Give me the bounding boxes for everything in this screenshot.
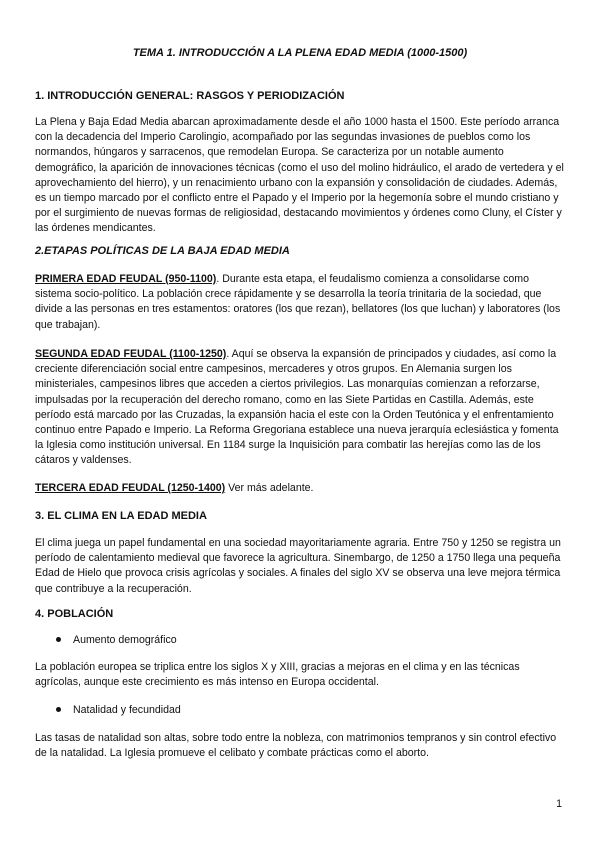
period-2-text: . Aquí se observa la expansión de principados y ciudades, así como la creciente diferenciación social entre campesinos, mercaderes y otros grupos. En Alemania surgen los ministeriales, campesinos libres que acceden a ciertos privilegios. Las monarquías comienzan a reforzarse, impulsadas por la recuperación del derecho romano, como en las Siete Partidas en Castilla. Además, este período está marcado por las Cruzadas, la expansión hacia el este con la Orden Teutónica y el enfrentamiento continuo entre Papado e Imperio. La Reforma Gregoriana establece una nueva jerarquía eclesiástica y fomenta la Iglesia como institución universal. En 1184 surge la Inquisición para combatir las herejías como las de los cátaros y valdenses. [35,348,559,467]
section-2-paragraph-3 [35,481,565,496]
section-2-paragraph-1 [35,272,565,333]
section-4-paragraph-1: La población europea se triplica entre los siglos X y XIII, gracias a mejoras en el clima y en las técnicas agrícolas, aunque este crecimiento es más intenso en Europa occidental. [35,661,520,689]
bullet-dot-icon [56,637,61,642]
bullet-dot-icon [56,707,61,712]
bullet-label-1: Aumento demográfico [73,634,177,646]
bullet-item [56,704,181,716]
section-2-heading: 2.ETAPAS POLÍTICAS DE LA BAJA EDAD MEDIA [35,245,290,257]
period-1-title: PRIMERA EDAD FEUDAL (950-1100) [35,273,217,285]
page-number: 1 [556,798,562,810]
section-4-heading: 4. POBLACIÓN [35,608,114,620]
bullet-label-2: Natalidad y fecundidad [73,704,181,716]
section-1-heading: 1. INTRODUCCIÓN GENERAL: RASGOS Y PERIODIZACIÓN [35,90,345,102]
bullet-item [56,634,177,646]
section-1-paragraph: La Plena y Baja Edad Media abarcan aproximadamente desde el año 1000 hasta el 1500. Este período arranca con la decadencia del Imperio Carolingio, acompañado por las segundas invasiones de pueblos como los normandos, húngaros y sarracenos, que remodelan Europa. Se caracteriza por un notable aumento demográfico, la aparición de innovaciones técnicas (como el uso del molino hidráulico, el arado de vertedera y el aprovechamiento del hierro), y un renacimiento urbano con la expansión y consolidación de ciudades. Además, es un tiempo marcado por el conflicto entre el Papado y el Imperio por la hegemonía sobre el mundo cristiano y por el surgimiento de nuevas formas de religiosidad, destacando movimientos y órdenes como Cluny, el Císter y las órdenes mendicantes. [35,116,564,235]
period-1-text: . Durante esta etapa, el feudalismo comienza a consolidarse como sistema socio-político. La población crece rápidamente y se desarrolla la teoría trinitaria de la sociedad, que divide a las personas en tres estamentos: oratores (los que rezan), bellatores (los que luchan) y laboratores (los que trabajan). [35,273,561,331]
document-title: TEMA 1. INTRODUCCIÓN A LA PLENA EDAD MEDIA (1000-1500) [132,47,468,59]
period-3-title: TERCERA EDAD FEUDAL (1250-1400) [35,482,226,494]
period-2-title: SEGUNDA EDAD FEUDAL (1100-1250) [35,348,227,360]
period-3-text: Ver más adelante. [225,482,314,494]
section-2-paragraph-2 [35,347,565,469]
section-3-paragraph: El clima juega un papel fundamental en una sociedad mayoritariamente agraria. Entre 750 y 1250 se registra un período de calentamiento medieval que favorece la agricultura. Sinembargo, de 1250 a 1750 llega una pequeña Edad de Hielo que provoca crisis agrícolas y sociales. A finales del siglo XV se observa una leve mejora térmica que contribuye a la recuperación. [35,537,561,595]
section-4-paragraph-2: Las tasas de natalidad son altas, sobre todo entre la nobleza, con matrimonios tempranos y sin control efectivo de la natalidad. La Iglesia promueve el celibato y combate prácticas como el aborto. [35,732,557,760]
section-3-heading: 3. EL CLIMA EN LA EDAD MEDIA [35,510,207,522]
